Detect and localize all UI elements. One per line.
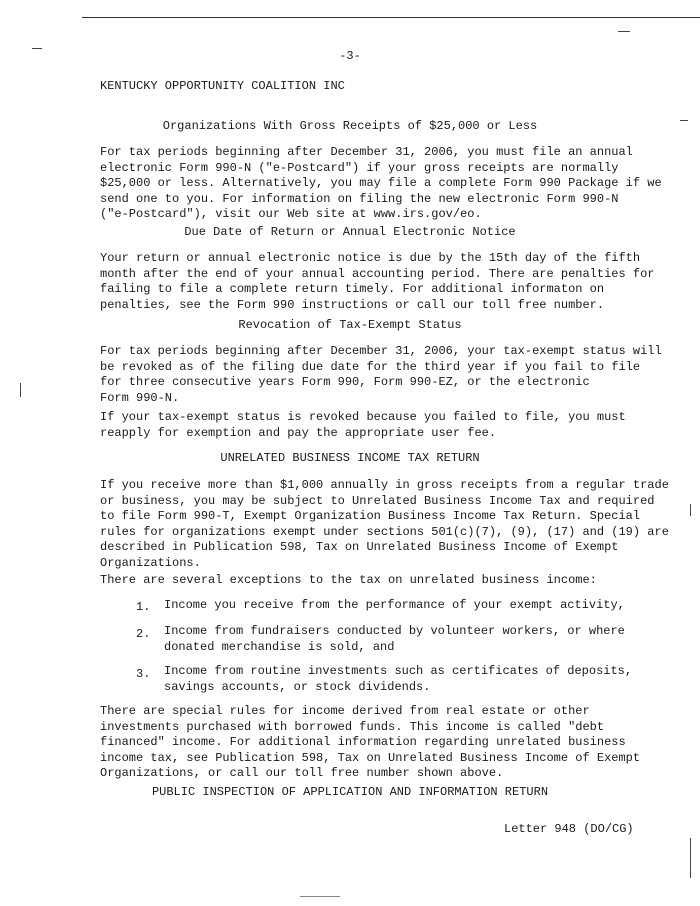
letter-footer: Letter 948 (DO/CG) [504, 822, 634, 836]
text-line: for three consecutive years Form 990, Form 990-EZ, or the electronic [100, 375, 590, 389]
text-line: send one to you. For information on filing the new electronic Form 990-N [100, 191, 619, 206]
text-line: Form 990-N. [100, 390, 180, 405]
text-line: Income from routine investments such as certificates of deposits, [164, 664, 633, 678]
list-number: 3. [136, 667, 151, 681]
text-line: If your tax-exempt status is revoked because you failed to file, you must [100, 410, 626, 424]
paragraph [100, 410, 630, 441]
text-line: failing to file a complete return timely. For additional informaton on [100, 282, 605, 296]
text-line: financed" income. For additional information regarding unrelated business [100, 735, 626, 749]
text-line: month after the end of your annual accounting period. There are penalties for [100, 266, 655, 281]
section-heading: Organizations With Gross Receipts of $25,000 or Less [162, 119, 538, 133]
text-line: Organizations, or call our toll free number shown above. [100, 766, 504, 780]
scan-mark [690, 504, 691, 516]
section-heading: UNRELATED BUSINESS INCOME TAX RETURN [220, 451, 480, 465]
text-line: electronic Form 990-N ("e-Postcard") if your gross receipts are normally [100, 160, 619, 175]
text-line: reapply for exemption and pay the appropriate user fee. [100, 425, 497, 440]
text-line: If you receive more than $1,000 annually in gross receipts from a regular trade [100, 478, 669, 492]
paragraph [100, 344, 662, 406]
paragraph [100, 145, 662, 223]
text-line: rules for organizations exempt under sections 501(c)(7), (9), (17) and (19) are [100, 524, 669, 539]
paragraph [100, 251, 655, 313]
text-line: Income from fundraisers conducted by volunteer workers, or where [164, 624, 625, 638]
scan-mark [680, 120, 688, 121]
text-line: described in Publication 598, Tax on Unrelated Business Income of Exempt [100, 540, 619, 554]
scan-mark [618, 31, 630, 32]
organization-name: KENTUCKY OPPORTUNITY COALITION INC [100, 79, 345, 93]
text-line: penalties, see the Form 990 instructions or call our toll free number. [100, 297, 605, 312]
list-number: 1. [136, 600, 151, 614]
text-line: For tax periods beginning after December 31, 2006, your tax-exempt status will [100, 344, 662, 358]
text-line: Your return or annual electronic notice is due by the 15th day of the fifth [100, 251, 641, 265]
scan-mark [300, 896, 340, 897]
text-line: savings accounts, or stock dividends. [164, 679, 431, 694]
text-line: $25,000 or less. Alternatively, you may file a complete Form 990 Package if we [100, 176, 662, 190]
scan-mark [20, 383, 21, 397]
text-line: investments purchased with borrowed funds. This income is called "debt [100, 719, 605, 734]
text-line: Income you receive from the performance of your exempt activity, [164, 598, 625, 612]
text-line: There are special rules for income derived from real estate or other [100, 704, 590, 718]
page-number: -3- [339, 49, 361, 63]
list-item [164, 624, 625, 655]
text-line: ("e-Postcard"), visit our Web site at www.irs.gov/eo. [100, 207, 482, 221]
text-line: be revoked as of the filing due date for the third year if you fail to file [100, 359, 641, 374]
section-heading: PUBLIC INSPECTION OF APPLICATION AND INFORMATION RETURN [151, 785, 549, 799]
list-item [164, 664, 632, 695]
text-line: income tax, see Publication 598, Tax on Unrelated Business Income of Exempt [100, 750, 641, 765]
text-line: or business, you may be subject to Unrelated Business Income Tax and required [100, 493, 655, 508]
list-item [164, 598, 625, 614]
paragraph [100, 704, 641, 782]
paragraph [100, 478, 669, 571]
paragraph-intro: There are several exceptions to the tax on unrelated business income: [100, 573, 597, 587]
text-line: For tax periods beginning after December 31, 2006, you must file an annual [100, 145, 633, 159]
scan-mark [690, 838, 691, 878]
text-line: donated merchandise is sold, and [164, 639, 395, 654]
list-number: 2. [136, 627, 151, 641]
top-rule [82, 17, 700, 18]
section-heading: Revocation of Tax-Exempt Status [238, 318, 462, 332]
text-line: to file Form 990-T, Exempt Organization Business Income Tax Return. Special [100, 509, 641, 523]
text-line: Organizations. [100, 555, 201, 570]
section-heading: Due Date of Return or Annual Electronic Notice [184, 225, 516, 239]
